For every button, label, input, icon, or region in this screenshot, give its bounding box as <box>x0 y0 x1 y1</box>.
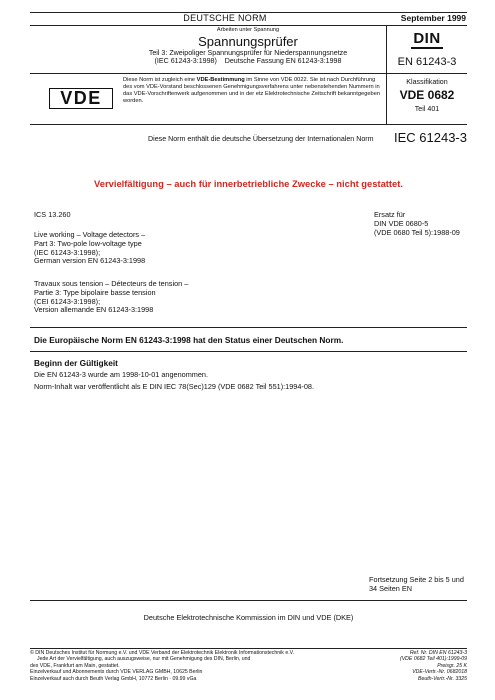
section-rule-2 <box>30 351 467 352</box>
publication-date: September 1999 <box>400 13 466 23</box>
french-title-line: Travaux sous tension – Détecteurs de tension – <box>34 279 189 288</box>
vde-bottom-rule <box>30 124 467 125</box>
commission-top-rule <box>30 600 467 601</box>
footer-references <box>380 650 467 682</box>
footer-sales-line: Einzelverkauf auch durch Beuth Verlag GmbH, 10772 Berlin · 09.99 vGa <box>30 675 197 682</box>
english-title <box>34 231 294 266</box>
footer-copyright-line: des VDE, Frankfurt am Main, gestattet. <box>30 662 120 669</box>
vde-notice-prefix: Diese Norm ist zugleich eine <box>123 77 197 83</box>
reference-number: Ref. Nr. DIN EN 61243-3 <box>409 650 467 656</box>
title-block <box>110 27 386 66</box>
footer-copyright-line: © DIN Deutsches Institut für Normung e.V. und VDE Verband der Elektrotechnik Elektronik Informationstechnik e.V. <box>30 650 295 656</box>
french-title-line: Partie 3: Type bipolaire basse tension <box>34 287 156 297</box>
vde-logo: VDE <box>49 88 113 109</box>
norm-type: DEUTSCHE NORM <box>183 13 267 23</box>
vde-sales-number: VDE-Vertr.-Nr. 0682018 <box>412 669 467 676</box>
klassifikation-teil: Teil 401 <box>414 104 440 113</box>
document-title: Spannungsprüfer <box>198 33 298 49</box>
continuation-line-2: 34 Seiten EN <box>369 583 412 593</box>
title-subject: Arbeiten unter Spannung <box>216 27 280 33</box>
french-title-line: (CEI 61243-3:1998); <box>34 296 101 306</box>
din-number: EN 61243-3 <box>397 56 457 68</box>
copy-warning: Vervielfältigung – auch für innerbetriebliche Zwecke – nicht gestattet. <box>94 178 403 189</box>
english-title-line: Part 3: Two-pole low-voltage type <box>34 238 142 248</box>
validity-line-1: Die EN 61243-3 wurde am 1998-10-01 angenommen. <box>34 370 209 379</box>
header-rule <box>30 25 467 26</box>
vde-notice-bold: VDE-Bestimmung <box>196 77 245 83</box>
ics-code: ICS 13.260 <box>34 210 71 219</box>
title-bottom-rule <box>30 73 467 74</box>
translation-note: Diese Norm enthält die deutsche Übersetzung der Internationalen Norm <box>148 135 374 143</box>
beuth-sales-number: Beuth-Vertr.-Nr. 3325 <box>417 675 467 682</box>
translation-norm: IEC 61243-3 <box>394 130 467 145</box>
validity-line-2: Norm-Inhalt war veröffentlicht als E DIN IEC 78(Sec)129 (VDE 0682 Teil 551):1994-08. <box>34 382 314 391</box>
footer-sales-line: Einzelverkauf und Abonnements durch VDE VERLAG GMBH, 10625 Berlin <box>30 669 203 676</box>
commission-name: Deutsche Elektrotechnische Kommission im DIN und VDE (DKE) <box>143 613 354 622</box>
english-title-line: Live working – Voltage detectors – <box>34 230 146 239</box>
vde-notice <box>123 77 383 105</box>
din-box <box>387 30 467 69</box>
french-title-line: Version allemande EN 61243-3:1998 <box>34 305 154 315</box>
footer-copyright <box>30 650 380 682</box>
french-title <box>34 280 294 315</box>
replacement-line-2: DIN VDE 0680-5 <box>374 218 429 228</box>
footer-copyright-line: Jede Art der Vervielfältigung, auch auszugsweise, nur mit Genehmigung des DIN, Berlin, und <box>37 656 251 663</box>
continuation-note <box>369 576 469 594</box>
klassifikation-number: VDE 0682 <box>399 87 455 102</box>
english-title-line: German version EN 61243-3:1998 <box>34 256 146 266</box>
footer-rule <box>30 648 467 649</box>
continuation-line-1: Fortsetzung Seite 2 bis 5 und <box>369 575 464 584</box>
vde-notice-suffix: im Sinne von VDE 0022. Sie ist nach Durchführung des vom VDE-Vorstand beschlossenen Genehmigungsverfahrens unter nebenstehenden Nummern in das VDE-Vorschriftenwerk aufgenommen und in der etz Elektrotechnische Zeitschrift bekanntgegeben worden. <box>123 77 381 104</box>
din-logo: DIN <box>413 30 441 47</box>
validity-heading: Beginn der Gültigkeit <box>34 358 118 368</box>
english-title-line: (IEC 61243-3:1998); <box>34 247 101 257</box>
section-rule-1 <box>30 327 467 328</box>
replacement-line-1: Ersatz für <box>374 210 406 219</box>
status-statement: Die Europäische Norm EN 61243-3:1998 hat den Status einer Deutschen Norm. <box>34 335 344 345</box>
replacement-line-3: (VDE 0680 Teil 5):1988-09 <box>374 227 460 237</box>
replacement-info <box>374 211 469 237</box>
reference-vde-part: (VDE 0682 Teil 401):1999-09 <box>399 656 467 663</box>
klassifikation-label: Klassifikation <box>406 78 448 86</box>
klassifikation-box <box>387 78 467 113</box>
price-group: Preisgr. 25 K <box>437 662 467 669</box>
document-subtitle-1: Teil 3: Zweipoliger Spannungsprüfer für Niederspannungsnetze <box>148 48 348 57</box>
document-subtitle-2: (IEC 61243-3:1998) Deutsche Fassung EN 61243-3:1998 <box>154 57 342 66</box>
